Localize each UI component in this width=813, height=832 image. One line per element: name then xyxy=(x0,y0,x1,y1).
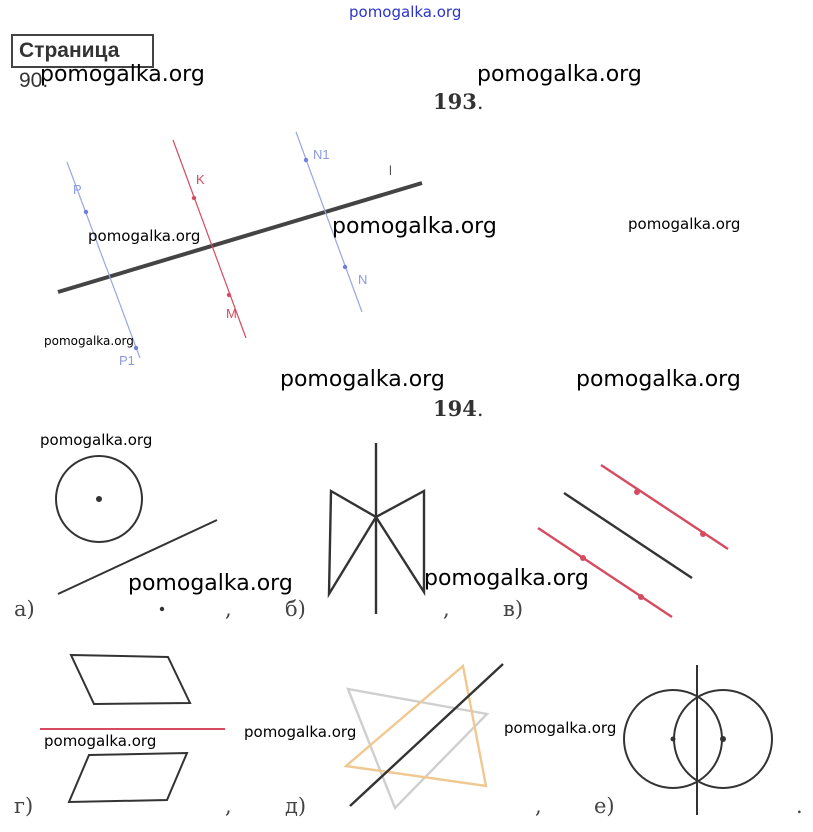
sub-label-v: в) xyxy=(503,597,524,621)
point-m xyxy=(227,293,231,297)
sub-label-d: д) xyxy=(285,794,307,818)
watermark: pomogalka.org xyxy=(628,215,741,233)
figure-194g xyxy=(40,655,225,802)
figure-194d xyxy=(346,664,503,808)
watermark: pomogalka.org xyxy=(424,566,589,591)
watermark: pomogalka.org xyxy=(44,732,157,750)
page-label-prefix: Страница xyxy=(19,39,120,62)
comma-a: , xyxy=(225,597,232,621)
watermark: pomogalka.org xyxy=(477,62,642,87)
figure-194e xyxy=(624,665,772,815)
final-dot: . xyxy=(796,794,803,818)
label-m: M xyxy=(226,306,237,321)
watermark: pomogalka.org xyxy=(88,227,201,245)
point-p1 xyxy=(134,346,138,350)
label-p1: P1 xyxy=(119,353,135,368)
parallelogram-top xyxy=(71,655,190,704)
watermark: pomogalka.org xyxy=(332,214,497,239)
orange-triangle xyxy=(346,666,486,786)
label-l: l xyxy=(389,163,392,178)
gray-triangle xyxy=(348,689,487,808)
watermark: pomogalka.org xyxy=(280,367,445,392)
watermark: pomogalka.org xyxy=(40,62,205,87)
watermark: pomogalka.org xyxy=(244,723,357,741)
sub-label-e: е) xyxy=(594,794,615,818)
red-line-top xyxy=(601,465,728,549)
figure-194v xyxy=(538,465,728,617)
watermark: pomogalka.org xyxy=(576,367,741,392)
watermark: pomogalka.org xyxy=(40,431,153,449)
label-n: N xyxy=(358,272,368,287)
comma-d: , xyxy=(535,794,542,818)
point-n1 xyxy=(304,158,308,162)
watermark: pomogalka.org xyxy=(44,334,134,348)
label-p: P xyxy=(73,182,82,197)
parallelogram-bottom xyxy=(69,753,187,802)
sub-label-b: б) xyxy=(285,597,306,621)
watermark: pomogalka.org xyxy=(128,571,293,596)
sub-label-a: а) xyxy=(14,597,35,621)
task-194-number: 194. xyxy=(433,396,484,421)
comma-g: , xyxy=(225,794,232,818)
figure-194b xyxy=(329,443,424,614)
task-193-number: 193. xyxy=(433,89,484,114)
sub-label-g: г) xyxy=(14,794,34,818)
point xyxy=(160,607,164,611)
label-n1: N1 xyxy=(313,147,330,162)
right-wing xyxy=(376,491,424,592)
point-k xyxy=(192,196,196,200)
point-p xyxy=(84,210,88,214)
left-wing xyxy=(329,491,376,594)
circle-center xyxy=(96,496,102,502)
watermark: pomogalka.org xyxy=(504,719,617,737)
comma-b: , xyxy=(443,597,450,621)
figure-193 xyxy=(58,132,422,368)
page-label-number: 90. xyxy=(19,69,49,92)
watermark-top: pomogalka.org xyxy=(349,3,462,21)
point-n xyxy=(343,265,347,269)
label-k: K xyxy=(196,172,205,187)
